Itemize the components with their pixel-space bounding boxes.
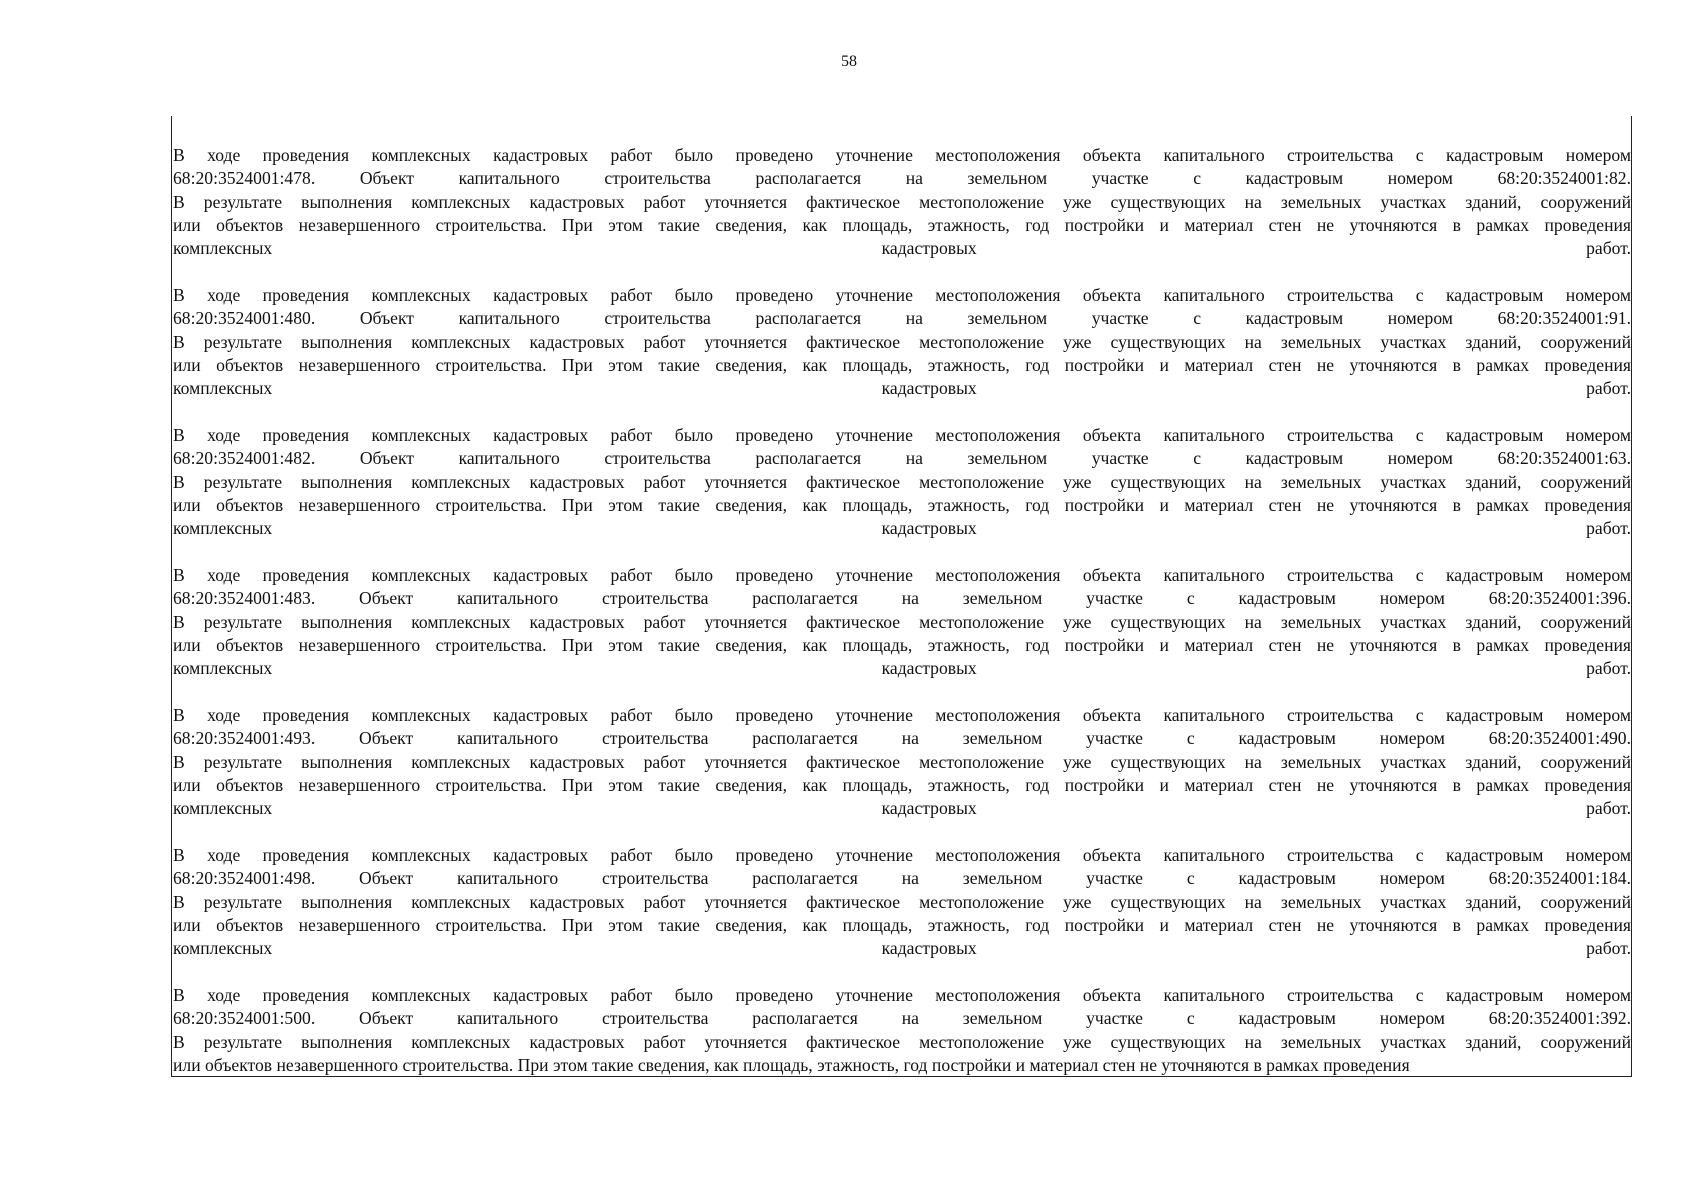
paragraph-line: или объектов незавершенного строительства. При этом такие сведения, как площадь, этажность, год постройки и материал стен не уточняются в рамках проведения (173, 354, 1631, 375)
paragraph-line: 68:20:3524001:498. Объект капитального строительства располагается на земельном участке с кадастровым номером 68:20:3524001:184. (173, 868, 1631, 889)
paragraph-line: В результате выполнения комплексных кадастровых работ уточняется фактическое местоположение уже существующих на земельных участках зданий, сооружений (173, 331, 1631, 352)
paragraph-line: комплексных кадастровых работ. (173, 658, 1631, 679)
paragraph (173, 424, 1631, 564)
paragraph-line: В результате выполнения комплексных кадастровых работ уточняется фактическое местоположение уже существующих на земельных участках зданий, сооружений (173, 191, 1631, 212)
paragraph (173, 564, 1631, 704)
paragraph-line: комплексных кадастровых работ. (173, 798, 1631, 819)
paragraph-line: В результате выполнения комплексных кадастровых работ уточняется фактическое местоположение уже существующих на земельных участках зданий, сооружений (173, 471, 1631, 492)
paragraph-line: В ходе проведения комплексных кадастровых работ было проведено уточнение местоположения объекта капитального строительства с кадастровым номером (173, 145, 1631, 165)
paragraph-line: или объектов незавершенного строительства. При этом такие сведения, как площадь, этажность, год постройки и материал стен не уточняются в рамках проведения (173, 214, 1631, 235)
paragraph-line: 68:20:3524001:493. Объект капитального строительства располагается на земельном участке с кадастровым номером 68:20:3524001:490. (173, 728, 1631, 749)
paragraph-line: В ходе проведения комплексных кадастровых работ было проведено уточнение местоположения объекта капитального строительства с кадастровым номером (173, 845, 1631, 865)
document-body (173, 144, 1631, 1080)
paragraph-line: В ходе проведения комплексных кадастровых работ было проведено уточнение местоположения объекта капитального строительства с кадастровым номером (173, 565, 1631, 585)
paragraph (173, 284, 1631, 424)
paragraph-line: комплексных кадастровых работ. (173, 378, 1631, 399)
paragraph-line: В ходе проведения комплексных кадастровых работ было проведено уточнение местоположения объекта капитального строительства с кадастровым номером (173, 705, 1631, 725)
paragraph-line: 68:20:3524001:482. Объект капитального строительства располагается на земельном участке с кадастровым номером 68:20:3524001:63. (173, 448, 1631, 469)
paragraph-line: В результате выполнения комплексных кадастровых работ уточняется фактическое местоположение уже существующих на земельных участках зданий, сооружений (173, 751, 1631, 772)
paragraph-line: или объектов незавершенного строительства. При этом такие сведения, как площадь, этажность, год постройки и материал стен не уточняются в рамках проведения (173, 634, 1631, 655)
paragraph-line: В результате выполнения комплексных кадастровых работ уточняется фактическое местоположение уже существующих на земельных участках зданий, сооружений (173, 891, 1631, 912)
paragraph-line: комплексных кадастровых работ. (173, 518, 1631, 539)
paragraph-line: 68:20:3524001:478. Объект капитального строительства располагается на земельном участке с кадастровым номером 68:20:3524001:82. (173, 168, 1631, 189)
paragraph-line: комплексных кадастровых работ. (173, 938, 1631, 959)
paragraph-line: 68:20:3524001:500. Объект капитального строительства располагается на земельном участке с кадастровым номером 68:20:3524001:392. (173, 1008, 1631, 1029)
paragraph-line: В ходе проведения комплексных кадастровых работ было проведено уточнение местоположения объекта капитального строительства с кадастровым номером (173, 425, 1631, 445)
paragraph-line: 68:20:3524001:483. Объект капитального строительства располагается на земельном участке с кадастровым номером 68:20:3524001:396. (173, 588, 1631, 609)
paragraph-line: 68:20:3524001:480. Объект капитального строительства располагается на земельном участке с кадастровым номером 68:20:3524001:91. (173, 308, 1631, 329)
paragraph-line: В результате выполнения комплексных кадастровых работ уточняется фактическое местоположение уже существующих на земельных участках зданий, сооружений (173, 611, 1631, 632)
paragraph-line: комплексных кадастровых работ. (173, 238, 1631, 259)
page-number: 58 (841, 53, 857, 70)
paragraph (173, 704, 1631, 844)
paragraph-line: В ходе проведения комплексных кадастровых работ было проведено уточнение местоположения объекта капитального строительства с кадастровым номером (173, 285, 1631, 305)
paragraph (173, 984, 1631, 1080)
paragraph-line: В результате выполнения комплексных кадастровых работ уточняется фактическое местоположение уже существующих на земельных участках зданий, сооружений (173, 1031, 1631, 1052)
paragraph-line: или объектов незавершенного строительства. При этом такие сведения, как площадь, этажность, год постройки и материал стен не уточняются в рамках проведения (173, 774, 1631, 795)
paragraph (173, 144, 1631, 284)
paragraph (173, 844, 1631, 984)
paragraph-line: или объектов незавершенного строительства. При этом такие сведения, как площадь, этажность, год постройки и материал стен не уточняются в рамках проведения (173, 914, 1631, 935)
paragraph-line: или объектов незавершенного строительства. При этом такие сведения, как площадь, этажность, год постройки и материал стен не уточняются в рамках проведения (173, 494, 1631, 515)
paragraph-line: В ходе проведения комплексных кадастровых работ было проведено уточнение местоположения объекта капитального строительства с кадастровым номером (173, 985, 1631, 1005)
paragraph-line: или объектов незавершенного строительства. При этом такие сведения, как площадь, этажность, год постройки и материал стен не уточняются в рамках проведения (173, 1054, 1410, 1075)
